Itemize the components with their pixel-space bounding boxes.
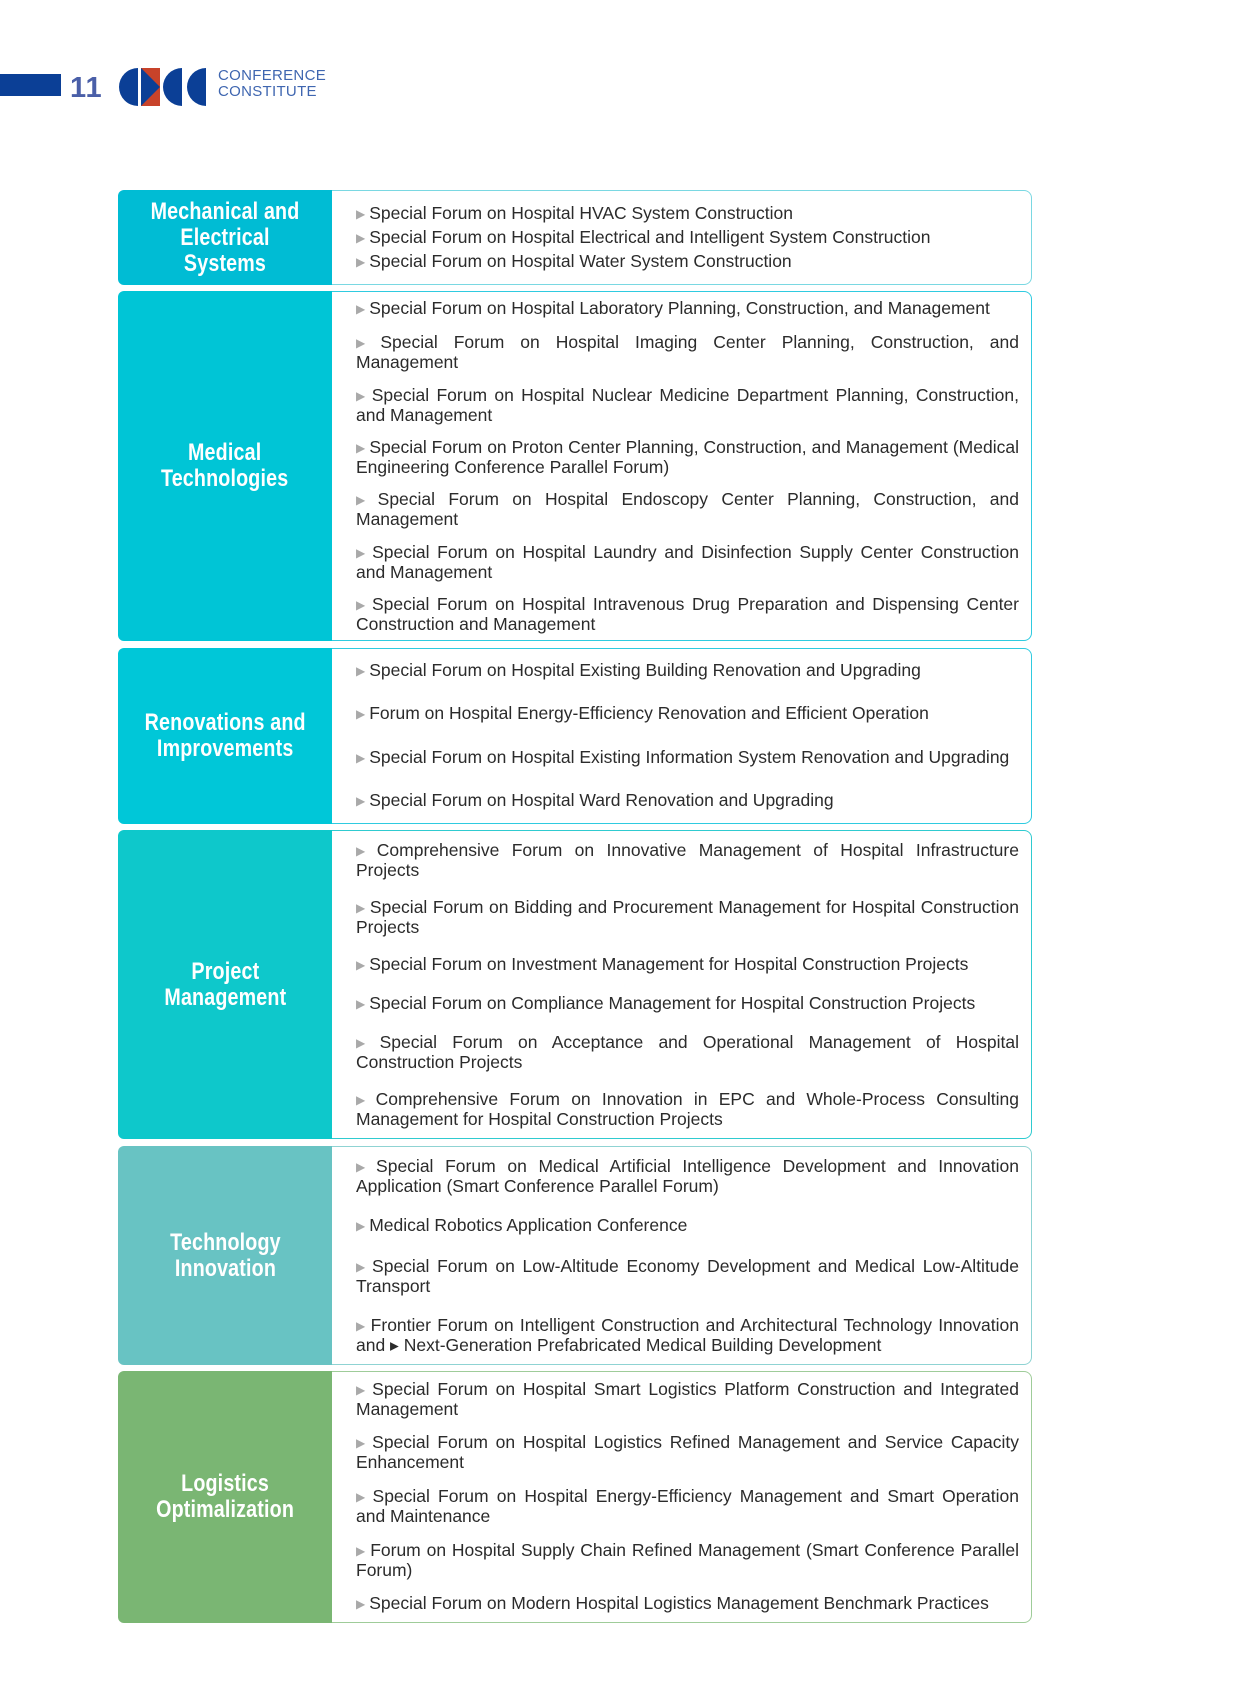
triangle-right-icon: ▶	[356, 1160, 373, 1175]
forum-list-item	[356, 1257, 1019, 1295]
forum-title: Special Forum on Hospital Electrical and Intelligent System Construction	[369, 226, 931, 247]
forum-section	[118, 1146, 1032, 1365]
section-category-label	[118, 190, 332, 285]
forum-title: Special Forum on Hospital Water System Construction	[369, 250, 792, 271]
forum-list-item	[356, 438, 1019, 476]
triangle-right-icon: ▶	[356, 750, 366, 765]
forum-section	[118, 291, 1032, 641]
forum-title: Special Forum on Hospital Existing Information System Renovation and Upgrading	[369, 746, 1010, 767]
forum-list-item	[356, 661, 1019, 681]
triangle-right-icon: ▶	[356, 1318, 367, 1333]
forum-list-item	[356, 1487, 1019, 1525]
triangle-right-icon: ▶	[356, 1597, 366, 1612]
section-title: Technology Innovation	[169, 1228, 281, 1282]
triangle-right-icon: ▶	[356, 597, 368, 612]
forum-list-item	[356, 1090, 1019, 1128]
forum-title: Special Forum on Investment Management for Hospital Construction Projects	[369, 953, 969, 974]
forum-list-item	[356, 841, 1019, 879]
forum-list-item	[356, 994, 1019, 1014]
forum-list-item	[356, 1216, 1019, 1236]
section-title: Medical Technologies	[161, 439, 289, 492]
forum-title: Frontier Forum on Intelligent Construction and Architectural Technology Innovation and ▸ Next-Generation Prefabricated Medical Building Development	[356, 1314, 1019, 1355]
forum-list-item	[356, 595, 1019, 633]
forum-list-item	[356, 1541, 1019, 1579]
forum-section	[118, 830, 1032, 1139]
section-forum-list	[332, 1146, 1032, 1365]
forum-section	[118, 1371, 1032, 1623]
forum-title: Special Forum on Acceptance and Operational Management of Hospital Construction Projects	[356, 1032, 1020, 1073]
forum-title: Special Forum on Hospital Imaging Center Planning, Construction, and Management	[356, 332, 1019, 373]
forum-title: Special Forum on Hospital Nuclear Medicine Department Planning, Construction, and Management	[356, 384, 1019, 425]
triangle-right-icon: ▶	[356, 843, 373, 858]
section-forum-list	[332, 291, 1032, 641]
forum-list-item	[356, 299, 1019, 319]
forum-title: Special Forum on Proton Center Planning, Construction, and Management (Medical Engineering Conference Parallel Forum)	[356, 436, 1019, 477]
triangle-right-icon: ▶	[356, 254, 366, 269]
forum-list-item	[356, 955, 1019, 975]
forum-title: Special Forum on Hospital Ward Renovation and Upgrading	[369, 790, 834, 811]
forum-title: Special Forum on Hospital Laundry and Disinfection Supply Center Construction and Management	[356, 541, 1020, 582]
header-accent-bar	[0, 74, 61, 96]
forum-title: Special Forum on Hospital Logistics Refined Management and Service Capacity Enhancement	[356, 1432, 1020, 1473]
triangle-right-icon: ▶	[356, 1543, 367, 1558]
forum-title: Special Forum on Modern Hospital Logistics Management Benchmark Practices	[369, 1593, 989, 1614]
page-header	[0, 67, 340, 104]
forum-list-item	[356, 204, 1019, 224]
forum-list-item	[356, 490, 1019, 528]
logo-line-2: CONSTITUTE	[218, 83, 317, 100]
forum-list-item	[356, 748, 1019, 768]
forum-title: Special Forum on Low-Altitude Economy Development and Medical Low-Altitude Transport	[356, 1255, 1019, 1296]
triangle-right-icon: ▶	[356, 997, 366, 1012]
triangle-right-icon: ▶	[356, 663, 366, 678]
section-category-label	[118, 648, 332, 824]
forum-list-item	[356, 333, 1019, 371]
forum-title: Forum on Hospital Energy-Efficiency Renovation and Efficient Operation	[369, 703, 929, 724]
section-forum-list	[332, 190, 1032, 285]
triangle-right-icon: ▶	[356, 957, 366, 972]
triangle-right-icon: ▶	[356, 302, 366, 317]
triangle-right-icon: ▶	[356, 545, 369, 560]
forum-list-item	[356, 1433, 1019, 1471]
triangle-right-icon: ▶	[356, 388, 368, 403]
section-category-label	[118, 1146, 332, 1365]
logo-line-1: CONFERENCE	[218, 67, 327, 84]
triangle-right-icon: ▶	[356, 900, 366, 915]
forum-list-item	[356, 386, 1019, 424]
section-category-label	[118, 830, 332, 1139]
forum-title: Special Forum on Hospital Existing Building Renovation and Upgrading	[369, 659, 921, 680]
triangle-right-icon: ▶	[356, 707, 366, 722]
logo-text	[218, 68, 326, 100]
section-category-label	[118, 1371, 332, 1623]
forum-list-item	[356, 1157, 1019, 1195]
section-category-label	[118, 291, 332, 641]
forum-title: Special Forum on Hospital Intravenous Drug Preparation and Dispensing Center Construction and Management	[356, 593, 1019, 634]
section-forum-list	[332, 648, 1032, 824]
forum-section	[118, 648, 1032, 824]
triangle-right-icon: ▶	[356, 1382, 369, 1397]
forum-list-item	[356, 1380, 1019, 1418]
forum-title: Special Forum on Bidding and Procurement Management for Hospital Construction Projects	[356, 896, 1019, 937]
forum-title: Forum on Hospital Supply Chain Refined Management (Smart Conference Parallel Forum)	[356, 1539, 1019, 1580]
forum-title: Special Forum on Hospital Smart Logistics Platform Construction and Integrated Management	[356, 1378, 1019, 1419]
section-title: Renovations and Improvements	[144, 709, 306, 762]
triangle-right-icon: ▶	[356, 1259, 369, 1274]
triangle-right-icon: ▶	[356, 493, 374, 508]
forum-title: Special Forum on Hospital Endoscopy Center Planning, Construction, and Management	[356, 489, 1019, 530]
forum-list-item	[356, 228, 1019, 248]
triangle-right-icon: ▶	[356, 336, 377, 351]
triangle-right-icon: ▶	[356, 1093, 372, 1108]
forum-list-item	[356, 791, 1019, 811]
forum-title: Comprehensive Forum on Innovation in EPC and Whole-Process Consulting Management for Hospital Construction Projects	[356, 1089, 1019, 1130]
forum-title: Special Forum on Hospital HVAC System Construction	[369, 202, 793, 223]
triangle-right-icon: ▶	[356, 1036, 376, 1051]
forum-title: Medical Robotics Application Conference	[369, 1215, 688, 1236]
forum-list-item	[356, 543, 1019, 581]
triangle-right-icon: ▶	[356, 1489, 369, 1504]
forum-list-item	[356, 1316, 1019, 1354]
forum-section	[118, 190, 1032, 285]
forum-list-item	[356, 898, 1019, 936]
forum-list-item	[356, 252, 1019, 272]
triangle-right-icon: ▶	[356, 1436, 369, 1451]
triangle-right-icon: ▶	[356, 206, 366, 221]
forum-title: Special Forum on Compliance Management for Hospital Construction Projects	[369, 993, 976, 1014]
section-title: Logistics Optimalization	[156, 1470, 294, 1523]
forum-title: Comprehensive Forum on Innovative Management of Hospital Infrastructure Projects	[356, 839, 1019, 880]
section-title: Mechanical and Electrical Systems	[150, 197, 300, 277]
triangle-right-icon: ▶	[356, 230, 366, 245]
section-title: Project Management	[164, 957, 286, 1011]
triangle-right-icon: ▶	[356, 1219, 366, 1234]
forum-title: Special Forum on Hospital Laboratory Planning, Construction, and Management	[369, 298, 990, 319]
forum-title: Special Forum on Medical Artificial Intelligence Development and Innovation Application (Smart Conference Parallel Forum)	[356, 1156, 1020, 1197]
triangle-right-icon: ▶	[356, 794, 366, 809]
forum-title: Special Forum on Hospital Energy-Efficiency Management and Smart Operation and Maintenance	[356, 1485, 1019, 1526]
forum-list-item	[356, 704, 1019, 724]
forum-list-item	[356, 1594, 1019, 1614]
triangle-right-icon: ▶	[356, 440, 366, 455]
conference-logo-icon	[116, 66, 212, 108]
page-number: 11	[70, 72, 103, 104]
forum-list-item	[356, 1033, 1019, 1071]
section-forum-list	[332, 1371, 1032, 1623]
section-forum-list	[332, 830, 1032, 1139]
